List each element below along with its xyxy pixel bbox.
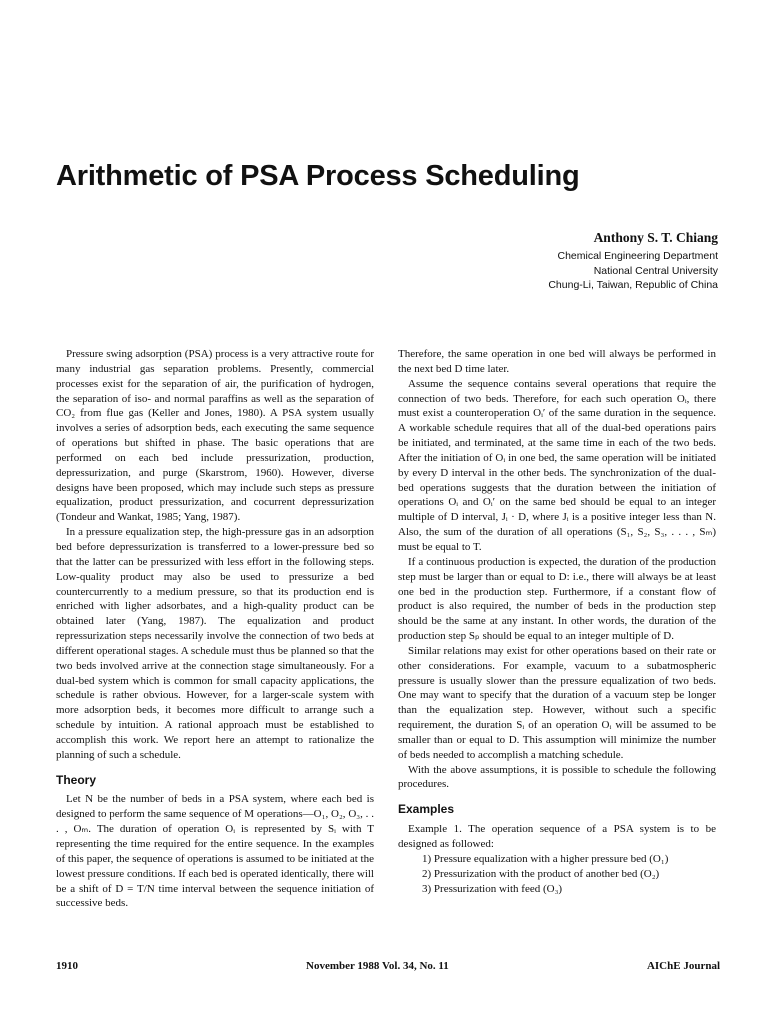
issue-info: November 1988 Vol. 34, No. 11 [306,960,449,972]
left-column [56,347,374,911]
body-paragraph: In a pressure equalization step, the high-pressure gas in an adsorption bed before depressurization is transferred to a lower-pressure bed so that the latter can be pressurized with less effort in the following steps. Low-quality product may also be used to pressurize a bed countercurrently to a medium pressure, so that its production end is enriched with ligher adsorbates, and a high-quality product can be obtained later (Yang, 1987). The equalization and product repressurization steps necessarily involve the connection of two beds at different operational stages. A schedule must thus be planned so that the two beds involved arrive at the connection stage simultaneously. For a dual-bed system which is common for small capacity applications, the schedule is rather obvious. However, for a larger-scale system with more adsorption beds, it becomes more difficult to arrange such a schedule by intuition. A rational approach must be established to accomplish this work. We report here an attempt to rationalize the planning of such a schedule. [56,526,374,761]
paper-title: Arithmetic of PSA Process Scheduling [56,160,580,192]
body-paragraph: Therefore, the same operation in one bed will always be performed in the next bed D time later. [398,348,716,375]
body-paragraph: Assume the sequence contains several operations that require the connection of two beds. Therefore, for each such operation Oᵢ, there must exist a counteroperation Oᵢ′ of the same duration in the sequence. A workable schedule requires that all of the dual-bed operations pairs be initiated, and terminated, at the same time in each of the two beds. After the initiation of Oᵢ in one bed, the same operation will be initiated by every D interval in the other beds. The synchronization of the dual-bed operations suggests that the duration between the initiation of operations Oᵢ and Oᵢ′ on the same bed should be equal to an integer multiple of D interval, Jᵢ · D, where Jᵢ is a positive integer less than N. Also, the sum of the duration of all operations (S₁, S₂, S₃, . . . , Sₘ) must be equal to T. [398,377,716,553]
list-item: 3) Pressurization with feed (O₃) [422,882,563,895]
section-heading-theory: Theory [56,772,97,787]
journal-name: AIChE Journal [646,960,720,972]
example-intro: Example 1. The operation sequence of a PSA system is to be designed as followed: [398,823,716,850]
body-paragraph: If a continuous production is expected, the duration of the production step must be larger than or equal to D: i.e., there will always be at least one bed in the production step. Furthermore, if a constant flow of product is also required, the number of beds in the production step should be the same at any instant. In other words, the duration of the production step Sₚ should be equal to an integer multiple of D. [398,555,716,643]
page-footer [56,960,720,976]
section-heading-examples: Examples [398,802,455,817]
right-column [398,347,716,896]
affiliation-line: National Central University [593,264,718,277]
list-item: 1) Pressure equalization with a higher pressure bed (O₁) [422,852,669,865]
body-paragraph: Pressure swing adsorption (PSA) process is a very attractive route for many industrial gas separation problems. Presently, commercial processes exist for the separation of air, the purification of hydrogen, the separation of iso- and normal paraffins as well as the separation of CO₂ from flue gas (Keller and Jones, 1980). A PSA system usually involves a series of adsorption beds, each executing the same sequence of operations but shifted in phase. The basic operations that are performed on each bed include pressurization, production, depressurization, and purge (Skarstrom, 1960). However, diverse designs have been proposed, which may include such steps as pressure equalization, product pressurization, and cocurrent depressurization (Tondeur and Wankat, 1985; Yang, 1987). [56,348,374,524]
list-item: 2) Pressurization with the product of another bed (O₂) [422,867,660,880]
body-paragraph: With the above assumptions, it is possible to schedule the following procedures. [398,763,716,791]
author-block [548,230,718,293]
author-name: Anthony S. T. Chiang [593,230,718,245]
body-paragraph: Let N be the number of beds in a PSA system, where each bed is designed to perform the same sequence of M operations—O₁, O₂, O₃, . . . , Oₘ. The duration of operation Oᵢ is represented by Sᵢ with T representing the time required for the entire sequence. In the examples of this paper, the sequence of operations is assumed to be initiated at the lowest pressure conditions. If each bed is operated identically, there will be a shift of D = T/N time interval between the sequence initiation of successive beds. [56,793,374,910]
body-paragraph: Similar relations may exist for other operations based on their rate or other considerations. For example, vacuum to a subatmospheric pressure is usually slower than the pressure equalization of two beds. One may want to specify that the duration of a vacuum step be longer than the equalization step. However, without such a specific requirement, the duration Sᵢ of an operation Oᵢ will be assumed to be smaller than or equal to D. This assumption will minimize the number of beds needed to accomplish a matching schedule. [398,644,716,761]
affiliation-line: Chemical Engineering Department [557,250,718,262]
affiliation-line: Chung-Li, Taiwan, Republic of China [548,279,718,291]
page-number: 1910 [56,960,78,972]
